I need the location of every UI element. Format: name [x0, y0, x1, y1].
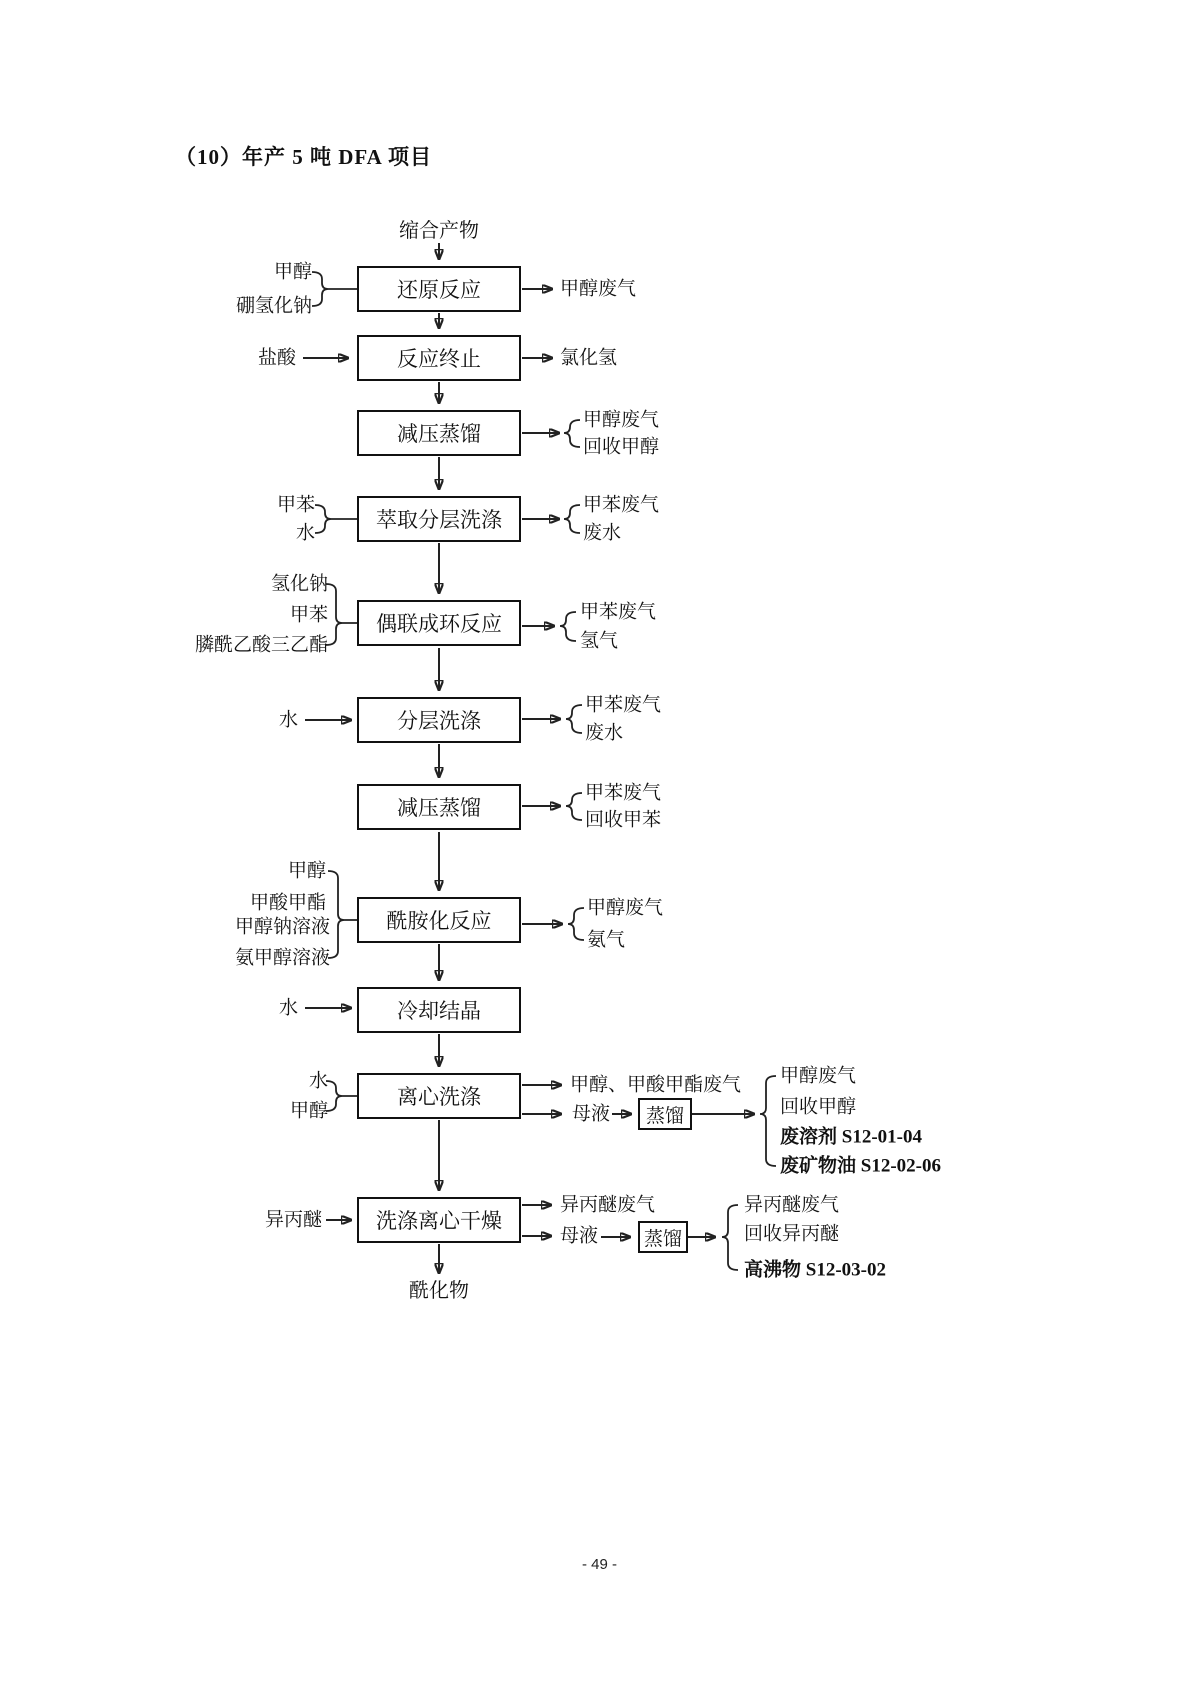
- process-box-centrifuge-wash: 离心洗涤: [357, 1073, 521, 1119]
- input-label: 氢化钠: [270, 573, 328, 595]
- input-label: 甲酸甲酯: [249, 892, 326, 914]
- distill-box-2: 蒸馏: [638, 1221, 688, 1253]
- output-label: 废水: [583, 522, 622, 544]
- output-label-waste-mineral-oil: 废矿物油 S12-02-06: [780, 1155, 941, 1177]
- page-title: （10）年产 5 吨 DFA 项目: [175, 145, 432, 169]
- distill-box-1: 蒸馏: [638, 1098, 692, 1130]
- output-label: 回收甲苯: [585, 809, 662, 831]
- output-label: 甲醇、甲酸甲酯废气: [570, 1074, 742, 1096]
- input-label: 氨甲醇溶液: [234, 947, 330, 969]
- process-box-termination: 反应终止: [357, 335, 521, 381]
- input-label: 盐酸: [257, 347, 296, 369]
- process-box-vacuum-distill-1: 减压蒸馏: [357, 410, 521, 456]
- output-label: 氢气: [580, 630, 619, 652]
- output-label: 甲苯废气: [585, 782, 662, 804]
- output-label: 回收甲醇: [583, 436, 660, 458]
- output-label-mother-liquor: 母液: [572, 1103, 611, 1125]
- output-label: 异丙醚废气: [744, 1194, 840, 1216]
- process-box-amidation: 酰胺化反应: [357, 897, 521, 943]
- flow-end-label: 酰化物: [409, 1280, 469, 1302]
- input-label: 甲醇: [289, 1100, 328, 1122]
- input-label: 甲醇: [287, 860, 326, 882]
- input-label: 异丙醚: [264, 1209, 322, 1231]
- process-box-wash-dry: 洗涤离心干燥: [357, 1197, 521, 1243]
- input-label: 甲苯: [289, 604, 328, 626]
- output-label: 甲醇废气: [560, 278, 637, 300]
- output-label: 甲苯废气: [580, 601, 657, 623]
- output-label: 氨气: [587, 929, 626, 951]
- output-label: 甲醇废气: [587, 897, 664, 919]
- output-label: 甲苯废气: [583, 494, 660, 516]
- input-label: 水: [278, 997, 298, 1019]
- input-label: 硼氢化钠: [235, 295, 312, 317]
- output-label: 甲醇废气: [583, 409, 660, 431]
- output-label: 回收异丙醚: [744, 1223, 840, 1245]
- process-box-coupling: 偶联成环反应: [357, 600, 521, 646]
- output-label: 异丙醚废气: [560, 1194, 656, 1216]
- process-box-vacuum-distill-2: 减压蒸馏: [357, 784, 521, 830]
- input-label: 水: [308, 1070, 328, 1092]
- process-box-reduction: 还原反应: [357, 266, 521, 312]
- output-label-waste-solvent: 废溶剂 S12-01-04: [780, 1126, 922, 1148]
- input-braces: [312, 272, 357, 1111]
- output-label: 回收甲醇: [780, 1096, 857, 1118]
- output-label-mother-liquor: 母液: [560, 1225, 599, 1247]
- output-braces: [560, 420, 776, 1270]
- output-label: 甲醇废气: [780, 1065, 857, 1087]
- page-number: - 49 -: [581, 1556, 617, 1573]
- output-label: 氯化氢: [560, 347, 618, 369]
- input-label: 甲醇钠溶液: [234, 916, 330, 938]
- output-label: 甲苯废气: [585, 694, 662, 716]
- output-label-high-boiler: 高沸物 S12-03-02: [744, 1259, 886, 1281]
- process-box-extraction-wash: 萃取分层洗涤: [357, 496, 521, 542]
- input-label: 甲苯: [276, 494, 315, 516]
- output-label: 废水: [585, 722, 624, 744]
- input-label: 水: [278, 709, 298, 731]
- input-label: 水: [295, 522, 315, 544]
- input-label: 膦酰乙酸三乙酯: [194, 634, 328, 656]
- input-label: 甲醇: [273, 261, 312, 283]
- flow-start-label: 缩合产物: [399, 220, 479, 242]
- process-box-layer-wash: 分层洗涤: [357, 697, 521, 743]
- process-box-cooling-crystal: 冷却结晶: [357, 987, 521, 1033]
